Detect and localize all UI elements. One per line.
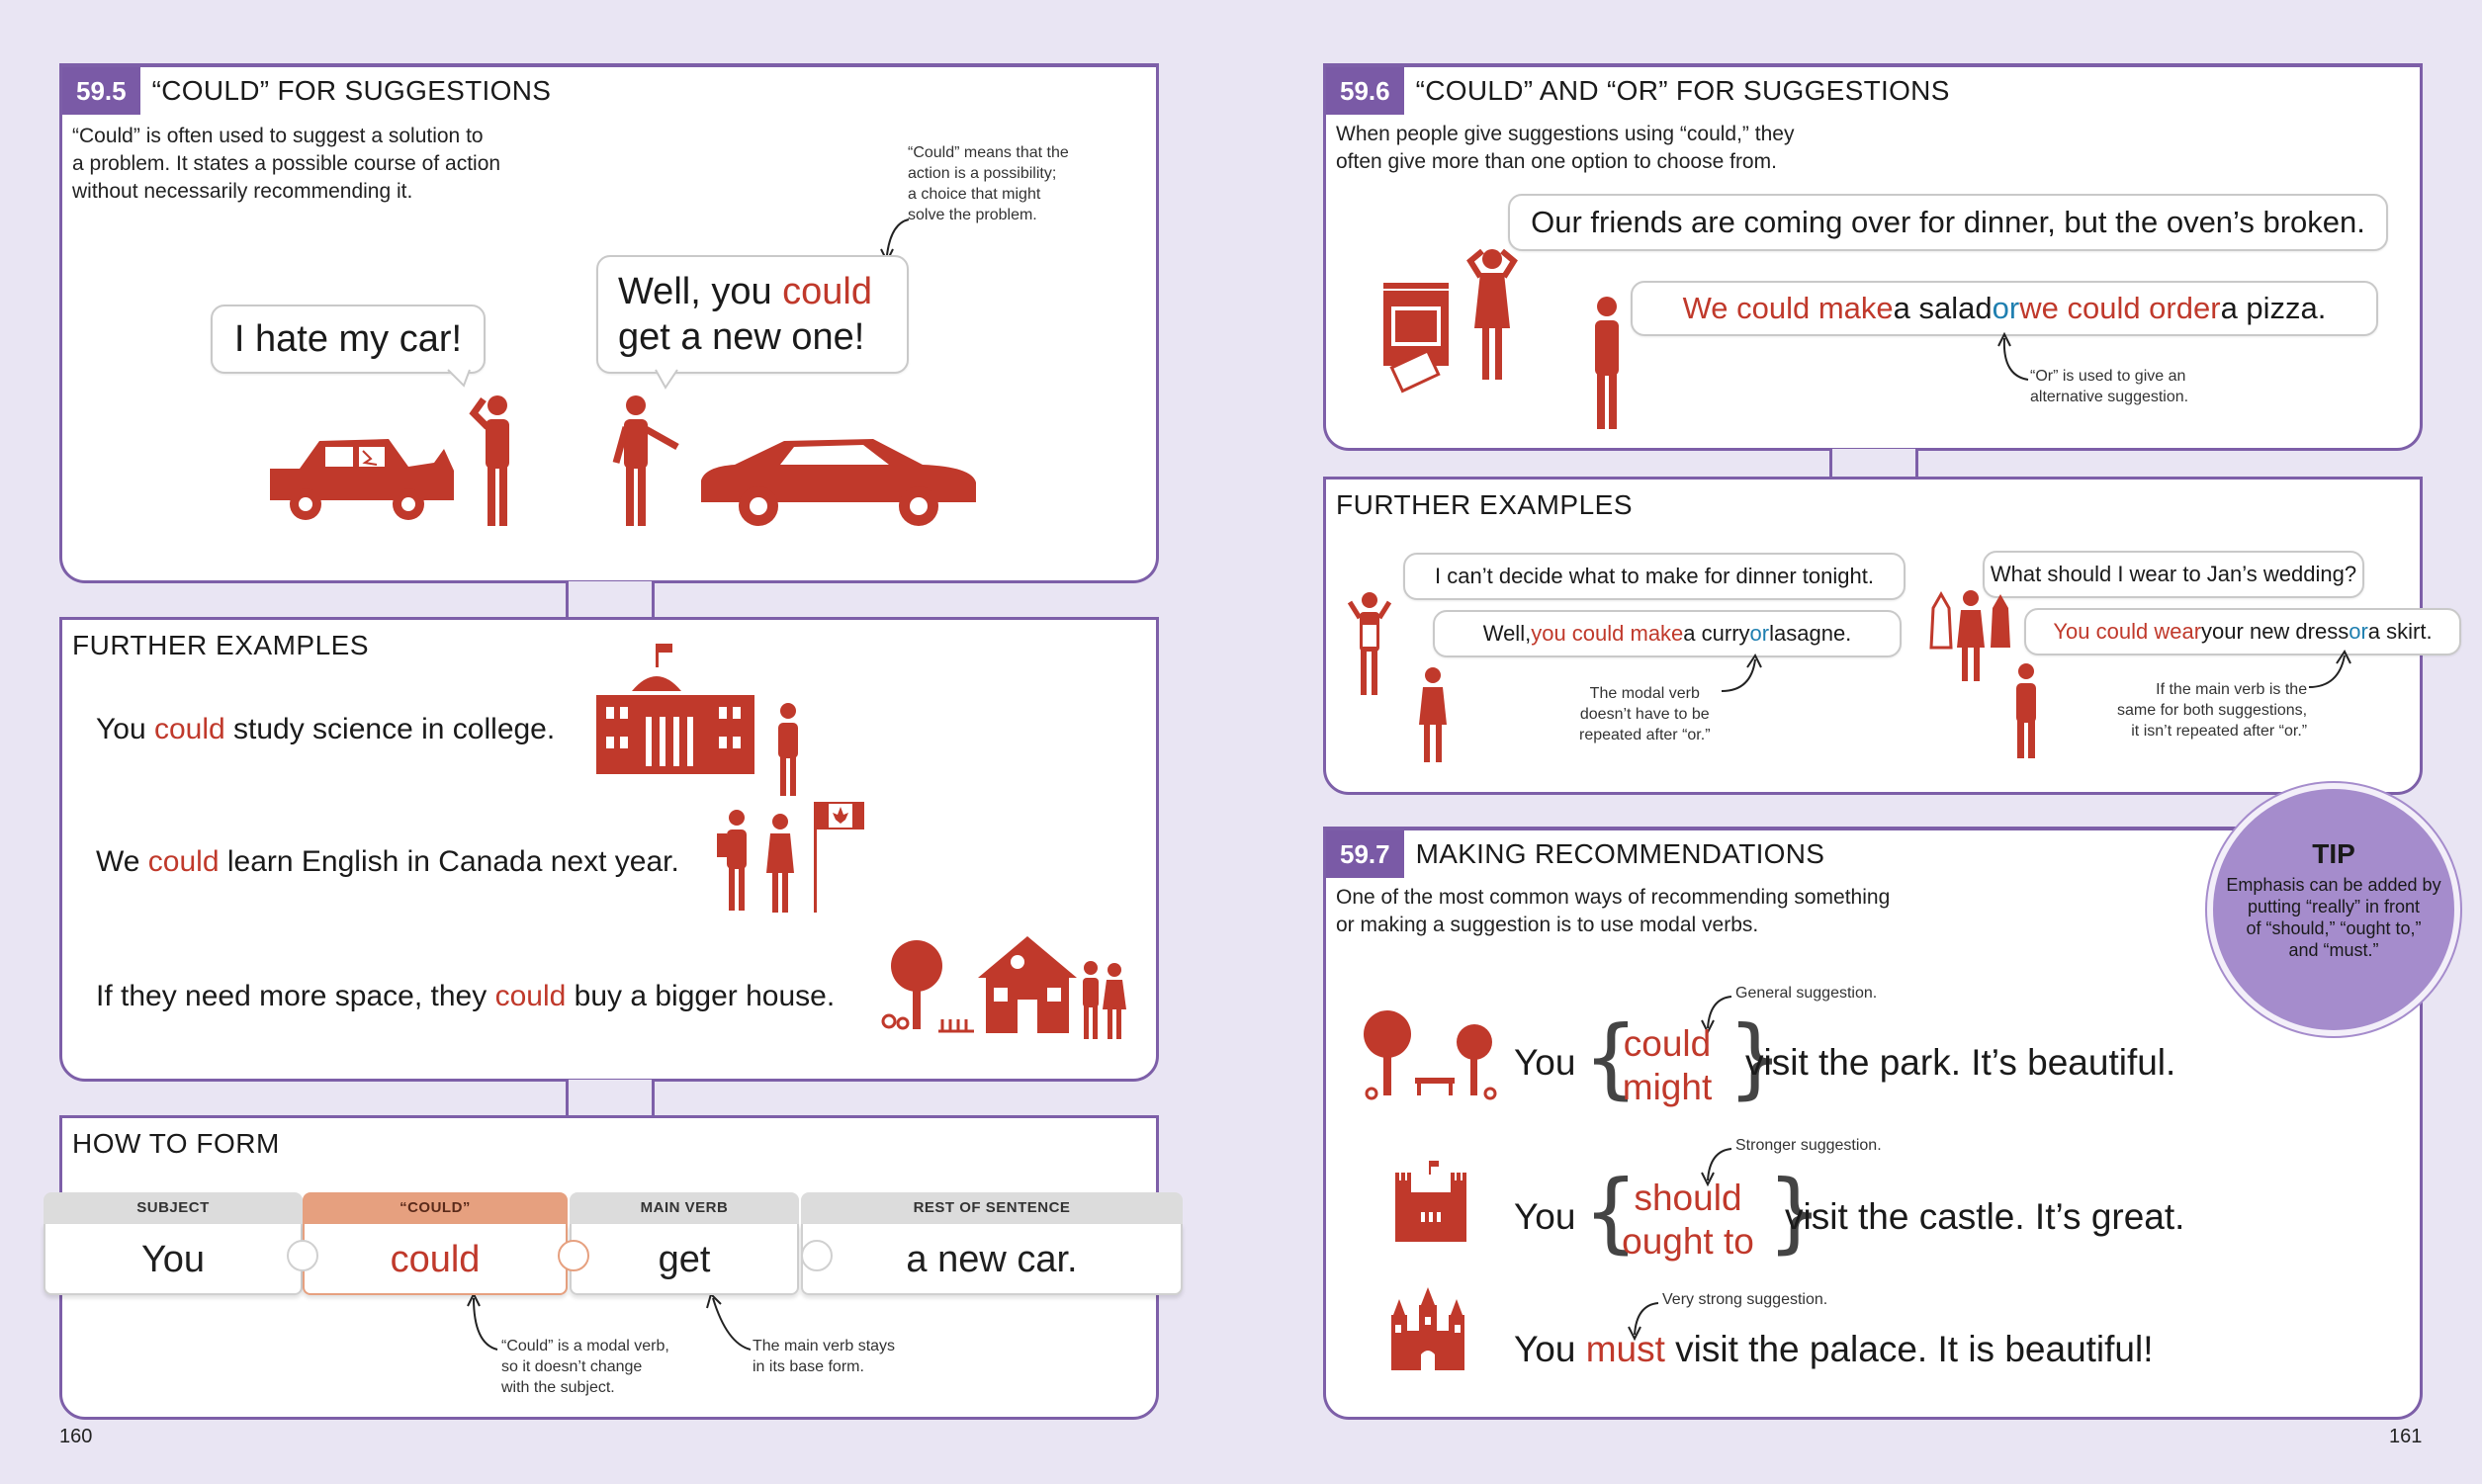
formula-word: You bbox=[44, 1224, 303, 1295]
section-number: 59.5 bbox=[62, 67, 140, 115]
man-icon bbox=[2006, 661, 2046, 760]
section-description: One of the most common ways of recommending something or making a suggestion is to use modal verbs. bbox=[1336, 886, 1891, 936]
brace-right: } bbox=[1767, 1161, 1822, 1263]
speech-bubble-could-or: We could make a salad or we could order a pizza. bbox=[1631, 281, 2378, 336]
angry-person-icon bbox=[470, 392, 519, 530]
general-suggestion-note: General suggestion. bbox=[1735, 985, 1878, 1002]
broken-car-icon bbox=[260, 419, 458, 528]
recommendation-must: You must visit the palace. It is beautiful! bbox=[1514, 1329, 2154, 1369]
section-title: “COULD” FOR SUGGESTIONS bbox=[151, 75, 552, 106]
man-suggesting-icon bbox=[1577, 293, 1637, 431]
example-sentence: We could learn English in Canada next year. bbox=[96, 845, 679, 878]
college-building-icon bbox=[596, 642, 764, 780]
speech-bubble-dinner: I can’t decide what to make for dinner tonight. bbox=[1403, 553, 1906, 600]
formula-word: get bbox=[570, 1224, 799, 1295]
stronger-suggestion-note: Stronger suggestion. bbox=[1735, 1137, 1882, 1154]
recommendation-you: You bbox=[1514, 1196, 1576, 1237]
could-note: “Could” means that the action is a possibility; a choice that might solve the problem. bbox=[908, 144, 1069, 223]
formula-header: MAIN VERB bbox=[570, 1192, 799, 1224]
modal-verb-note: The modal verb doesn’t have to be repeated after “or.” bbox=[1579, 685, 1711, 743]
example-sentence: If they need more space, they could buy a bigger house. bbox=[96, 980, 836, 1012]
tip-callout bbox=[2207, 783, 2460, 1036]
speech-bubble-hate-car: I hate my car! bbox=[211, 305, 486, 374]
new-car-icon bbox=[695, 431, 982, 530]
section-title: MAKING RECOMMENDATIONS bbox=[1415, 838, 1825, 869]
modal-verb-note: “Could” is a modal verb, so it doesn’t change with the subject. bbox=[501, 1338, 669, 1396]
recommendation-rest: visit the park. It’s beautiful. bbox=[1745, 1042, 2176, 1083]
castle-icon bbox=[1391, 1157, 1470, 1246]
tip-title: TIP bbox=[2312, 838, 2355, 869]
formula-header: “COULD” bbox=[303, 1192, 568, 1224]
section-label bbox=[62, 67, 551, 115]
brace-right: } bbox=[1728, 1006, 1783, 1108]
recommendation-you: You bbox=[1514, 1042, 1576, 1083]
speech-bubble-curry: Well, you could make a curry or lasagne. bbox=[1433, 610, 1902, 657]
section-description: When people give suggestions using “could,” they often give more than one option to choose from. bbox=[1336, 123, 1795, 173]
travelers-icon bbox=[715, 808, 814, 917]
person-suggesting-icon bbox=[608, 392, 687, 530]
section-label bbox=[1326, 67, 1950, 115]
woman-with-clothes-icon bbox=[1931, 588, 2010, 687]
main-verb-note: The main verb stays in its base form. bbox=[753, 1338, 896, 1375]
panel-59-5 bbox=[59, 63, 1159, 583]
section-title: “COULD” AND “OR” FOR SUGGESTIONS bbox=[1415, 75, 1950, 106]
chef-icon bbox=[1346, 590, 1395, 699]
panel-connector bbox=[566, 1080, 655, 1119]
brace-left: { bbox=[1583, 1161, 1639, 1263]
note-arrow bbox=[1718, 652, 1777, 701]
section-number: 59.7 bbox=[1326, 830, 1404, 878]
modal-options: should ought to bbox=[1622, 1178, 1754, 1262]
example-sentence: You could study science in college. bbox=[96, 713, 556, 745]
worried-person-icon bbox=[1463, 245, 1522, 384]
note-arrow bbox=[1985, 330, 2034, 390]
further-examples-title: FURTHER EXAMPLES bbox=[1336, 489, 1633, 520]
house-and-family-icon bbox=[879, 928, 1136, 1047]
recommendation-rest: visit the castle. It’s great. bbox=[1785, 1196, 2185, 1237]
formula-piece-subject bbox=[44, 1192, 303, 1295]
panel-connector bbox=[566, 581, 655, 621]
puzzle-knobs bbox=[287, 1236, 880, 1275]
how-to-form-title: HOW TO FORM bbox=[72, 1128, 280, 1159]
section-label bbox=[1326, 830, 1824, 878]
brace-left: { bbox=[1583, 1006, 1639, 1108]
page-number-right: 161 bbox=[2389, 1426, 2423, 1447]
note-arrow bbox=[2305, 648, 2364, 697]
palace-icon bbox=[1383, 1285, 1472, 1374]
panel-further-examples-1 bbox=[59, 617, 1159, 1082]
speech-bubble-dress: You could wear your new dress or a skirt. bbox=[2024, 608, 2461, 655]
panel-further-examples-2 bbox=[1323, 477, 2433, 795]
bubble-tail bbox=[656, 370, 685, 392]
speech-bubble-could: Well, you could get a new one! bbox=[596, 255, 909, 374]
woman-icon bbox=[1409, 665, 1459, 764]
page-number-left: 160 bbox=[59, 1426, 93, 1447]
speech-bubble-oven-broken: Our friends are coming over for dinner, but the oven’s broken. bbox=[1508, 194, 2388, 251]
main-verb-note: If the main verb is the same for both suggestions, it isn’t repeated after “or.” bbox=[2117, 681, 2308, 740]
or-note: “Or” is used to give an alternative suggestion. bbox=[2030, 368, 2189, 405]
modal-options: could might bbox=[1622, 1023, 1713, 1107]
section-number: 59.6 bbox=[1326, 67, 1404, 115]
very-strong-suggestion-note: Very strong suggestion. bbox=[1662, 1291, 1828, 1308]
speech-bubble-wedding: What should I wear to Jan’s wedding? bbox=[1983, 551, 2364, 598]
broken-oven-icon bbox=[1381, 281, 1461, 390]
panel-59-6 bbox=[1323, 63, 2423, 451]
canada-flag-icon bbox=[810, 798, 869, 917]
student-icon bbox=[768, 701, 808, 800]
bubble-tail bbox=[448, 370, 478, 390]
formula-word: a new car. bbox=[801, 1224, 1183, 1295]
section-description: “Could” is often used to suggest a solution to a problem. It states a possible course of action without necessarily recommending it. bbox=[72, 125, 501, 203]
park-icon bbox=[1362, 1006, 1500, 1105]
further-examples-title: FURTHER EXAMPLES bbox=[72, 630, 369, 660]
formula-word: could bbox=[303, 1224, 568, 1295]
formula-header: REST OF SENTENCE bbox=[801, 1192, 1183, 1224]
tip-text: Emphasis can be added by putting “really” in front of “should,” “ought to,” and “must.” bbox=[2226, 875, 2441, 960]
formula-header: SUBJECT bbox=[44, 1192, 303, 1224]
